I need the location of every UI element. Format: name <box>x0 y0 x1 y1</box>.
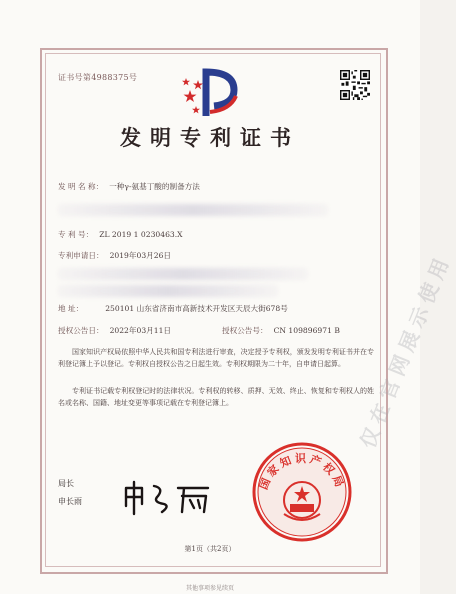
patent-number-label: 专 利 号： <box>58 230 94 239</box>
certificate-number: 证书号第4988375号 <box>58 73 138 82</box>
registration-statement: 专利证书记载专利权登记时的法律状况。专利权的转移、质押、无效、终止、恢复和专利权人的姓名或名称、国籍、地址变更等事项记载在专利登记簿上。 <box>58 387 374 407</box>
redacted-inventor <box>58 204 328 216</box>
grant-date-value: 2022年03月11日 <box>109 326 171 335</box>
address-row <box>58 303 288 314</box>
official-seal-icon <box>250 440 354 544</box>
chief-name: 申长雨 <box>58 497 82 506</box>
patent-office-logo-icon <box>176 66 240 122</box>
patent-number-row <box>58 229 183 240</box>
patent-number-value: ZL 2019 1 0230463.X <box>99 230 183 239</box>
certificate-title: 发明专利证书 <box>120 125 300 150</box>
invention-name-label: 发 明 名 称： <box>58 182 104 191</box>
redacted-patentee-2 <box>58 285 278 297</box>
filing-date-row <box>58 250 171 261</box>
grant-number-label: 授权公告号： <box>222 326 268 335</box>
signature-icon <box>120 478 216 518</box>
page-number: 第1页（共2页） <box>184 545 236 553</box>
address-value: 250101 山东省济南市高新技术开发区天辰大街678号 <box>105 304 288 313</box>
filing-date-value: 2019年03月26日 <box>109 251 171 260</box>
qr-code-icon <box>340 70 370 100</box>
grant-statement: 国家知识产权局依照中华人民共和国专利法进行审查，决定授予专利权，颁发发明专利证书并在专利登记簿上予以登记。专利权自授权公告之日起生效。专利权期限为二十年，自申请日起算。 <box>58 348 374 368</box>
grant-number-value: CN 109896971 B <box>273 326 340 335</box>
chief-title: 局长 <box>58 479 74 488</box>
invention-name-row <box>58 181 200 192</box>
redacted-patentee-1 <box>58 268 308 280</box>
filing-date-label: 专利申请日： <box>58 251 104 260</box>
invention-name-value: 一种γ-氨基丁酸的制备方法 <box>109 182 200 191</box>
continuation-note: 其他事项参见续页 <box>185 585 234 592</box>
svg-text:国家知识产权局: 国家知识产权局 <box>256 452 348 492</box>
grant-number-row <box>222 325 340 336</box>
address-label: 地 址： <box>58 304 84 313</box>
watermark: 仅在官网展示使用 <box>355 249 456 452</box>
grant-date-row <box>58 325 171 336</box>
grant-date-label: 授权公告日： <box>58 326 104 335</box>
